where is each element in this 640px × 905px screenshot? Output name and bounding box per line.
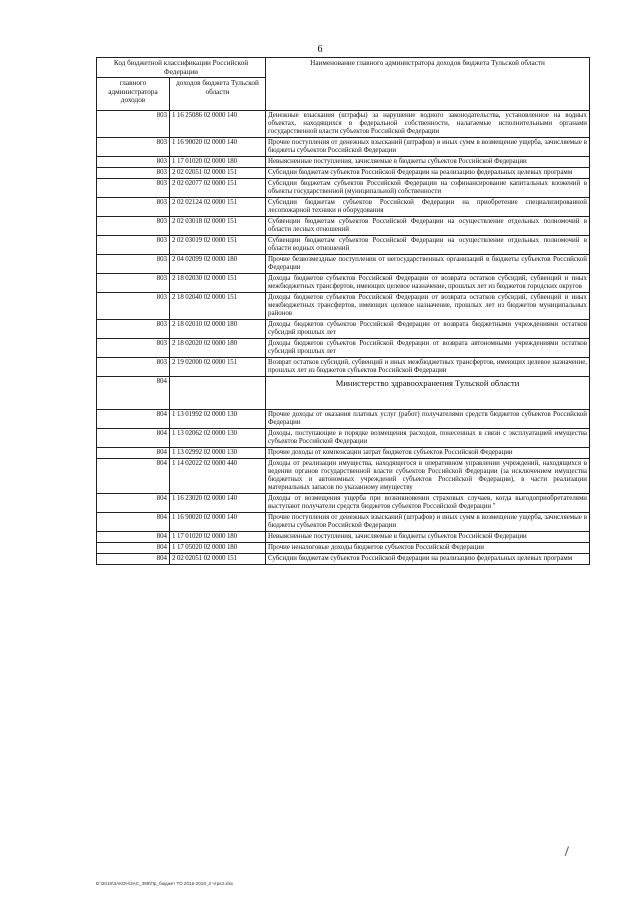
admin-code-cell: 803 bbox=[97, 339, 170, 358]
table-row bbox=[97, 198, 590, 217]
table-row bbox=[97, 494, 590, 513]
table-row bbox=[97, 532, 590, 543]
table-row bbox=[97, 255, 590, 274]
table-row bbox=[97, 168, 590, 179]
admin-code-cell: 803 bbox=[97, 138, 170, 157]
income-name-cell: Возврат остатков субсидий, субвенций и иных межбюджетных трансфертов, имеющих целевое назначение, прошлых лет из бюджетов субъектов Российской Федерации bbox=[266, 358, 590, 377]
section-admin-cell: 804 bbox=[97, 377, 170, 410]
table-row bbox=[97, 274, 590, 293]
budget-code-cell: 2 02 02124 02 0000 151 bbox=[170, 198, 266, 217]
revenue-admin-table bbox=[96, 57, 590, 565]
table-row bbox=[97, 217, 590, 236]
section-title: Министерство здравоохранения Тульской области bbox=[266, 377, 590, 410]
budget-code-cell: 1 16 90020 02 0000 140 bbox=[170, 513, 266, 532]
table-row bbox=[97, 138, 590, 157]
table-row bbox=[97, 429, 590, 448]
income-name-cell: Доходы бюджетов субъектов Российской Федерации от возврата автономными учреждениями остатков субсидий прошлых лет bbox=[266, 339, 590, 358]
admin-code-cell: 803 bbox=[97, 217, 170, 236]
income-name-cell: Доходы от реализации имущества, находящегося в оперативном управлении учреждений, находящихся в ведении органов государственной власти субъектов Российской Федерации (за исключением имущества бюджетных и автономных учреждений субъектов Российской Федерации), в части реализации материальных запасов по указанному имуществу bbox=[266, 459, 590, 494]
admin-code-cell: 803 bbox=[97, 293, 170, 320]
admin-code-cell: 803 bbox=[97, 358, 170, 377]
table-row bbox=[97, 339, 590, 358]
budget-code-cell: 2 02 02051 02 0000 151 bbox=[170, 554, 266, 565]
admin-code-cell: 803 bbox=[97, 198, 170, 217]
table-header-row-1 bbox=[97, 58, 590, 78]
income-name-cell: Прочие поступления от денежных взысканий (штрафов) и иных сумм в возмещение ущерба, зачисляемые в бюджеты субъектов Российской Федерации bbox=[266, 138, 590, 157]
admin-code-cell: 804 bbox=[97, 448, 170, 459]
income-name-cell: Прочие доходы от компенсации затрат бюджетов субъектов Российской Федерации bbox=[266, 448, 590, 459]
admin-code-cell: 804 bbox=[97, 513, 170, 532]
table-row bbox=[97, 358, 590, 377]
budget-code-cell: 2 18 02030 02 0000 151 bbox=[170, 274, 266, 293]
header-income: доходов бюджета Тульской области bbox=[170, 78, 266, 111]
table-row bbox=[97, 543, 590, 554]
admin-code-cell: 803 bbox=[97, 255, 170, 274]
admin-code-cell: 803 bbox=[97, 236, 170, 255]
table-row bbox=[97, 513, 590, 532]
budget-code-cell: 1 16 25086 02 0000 140 bbox=[170, 111, 266, 138]
handwritten-mark bbox=[565, 846, 579, 859]
income-name-cell: Субсидии бюджетам субъектов Российской Федерации на приобретение специализированной лесопожарной техники и оборудования bbox=[266, 198, 590, 217]
admin-code-cell: 804 bbox=[97, 543, 170, 554]
admin-code-cell: 803 bbox=[97, 168, 170, 179]
budget-code-cell: 2 02 03018 02 0000 151 bbox=[170, 217, 266, 236]
table-row bbox=[97, 157, 590, 168]
budget-code-cell: 1 17 01020 02 0000 180 bbox=[170, 532, 266, 543]
section-empty-cell bbox=[170, 377, 266, 410]
budget-code-cell: 2 04 02099 02 0000 180 bbox=[170, 255, 266, 274]
income-name-cell: Прочие неналоговые доходы бюджетов субъектов Российской Федерации bbox=[266, 543, 590, 554]
footer-file-path: D:\2016\ЗАКОН\ЗАС_399\Пр_бюджет ТО 2016-2018_2 чтрк3.xlsx bbox=[96, 881, 234, 886]
income-name-cell: Прочие поступления от денежных взысканий (штрафов) и иных сумм в возмещение ущерба, зачисляемые в бюджеты субъектов Российской Федерации bbox=[266, 513, 590, 532]
admin-code-cell: 804 bbox=[97, 410, 170, 429]
admin-code-cell: 803 bbox=[97, 274, 170, 293]
budget-code-cell: 1 17 05020 02 0000 180 bbox=[170, 543, 266, 554]
section-row bbox=[97, 377, 590, 410]
income-name-cell: Субсидии бюджетам субъектов Российской Федерации на реализацию федеральных целевых программ bbox=[266, 168, 590, 179]
income-name-cell: Субсидии бюджетам субъектов Российской Федерации на реализацию федеральных целевых программ bbox=[266, 554, 590, 565]
budget-code-cell: 1 14 02022 02 0000 440 bbox=[170, 459, 266, 494]
income-name-cell: Прочие безвозмездные поступления от негосударственных организаций в бюджеты субъектов Российской Федерации bbox=[266, 255, 590, 274]
admin-code-cell: 804 bbox=[97, 494, 170, 513]
budget-code-cell: 2 18 02020 02 0000 180 bbox=[170, 339, 266, 358]
budget-code-cell: 1 13 01992 02 0000 130 bbox=[170, 410, 266, 429]
income-name-cell: Субвенции бюджетам субъектов Российской Федерации на осуществление отдельных полномочий в области водных отношений bbox=[266, 236, 590, 255]
income-name-cell: Прочие доходы от оказания платных услуг (работ) получателями средств бюджетов субъектов Российской Федерации bbox=[266, 410, 590, 429]
admin-code-cell: 803 bbox=[97, 179, 170, 198]
income-name-cell: Доходы бюджетов субъектов Российской Федерации от возврата остатков субсидий, субвенций и иных межбюджетных трансфертов, имеющих целевое назначение, прошлых лет из бюджетов муниципальных районов bbox=[266, 293, 590, 320]
admin-code-cell: 804 bbox=[97, 429, 170, 448]
income-name-cell: Невыясненные поступления, зачисляемые в бюджеты субъектов Российской Федерации bbox=[266, 532, 590, 543]
header-code-group: Код бюджетной классификации Российской Федерации bbox=[97, 58, 266, 78]
admin-code-cell: 803 bbox=[97, 111, 170, 138]
admin-code-cell: 804 bbox=[97, 532, 170, 543]
budget-code-cell: 2 18 02010 02 0000 180 bbox=[170, 320, 266, 339]
admin-code-cell: 803 bbox=[97, 157, 170, 168]
budget-code-cell: 1 16 90020 02 0000 140 bbox=[170, 138, 266, 157]
table-row bbox=[97, 459, 590, 494]
budget-code-cell: 2 19 02000 02 0000 151 bbox=[170, 358, 266, 377]
header-name: Наименование главного администратора доходов бюджета Тульской области bbox=[266, 58, 590, 111]
budget-code-cell: 2 18 02040 02 0000 151 bbox=[170, 293, 266, 320]
table-row bbox=[97, 448, 590, 459]
admin-code-cell: 804 bbox=[97, 554, 170, 565]
table-row bbox=[97, 293, 590, 320]
income-name-cell: Доходы, поступающие в порядке возмещения расходов, понесенных в связи с эксплуатацией имущества субъектов Российской Федерации bbox=[266, 429, 590, 448]
table-row bbox=[97, 111, 590, 138]
table-row bbox=[97, 236, 590, 255]
table-row bbox=[97, 179, 590, 198]
table-row bbox=[97, 320, 590, 339]
income-name-cell: Доходы бюджетов субъектов Российской Федерации от возврата бюджетными учреждениями остатков субсидий прошлых лет bbox=[266, 320, 590, 339]
income-name-cell: Доходы от возмещения ущерба при возникновении страховых случаев, когда выгодоприобретателями выступают получатели средств бюджетов субъектов Российской Федерации " bbox=[266, 494, 590, 513]
admin-code-cell: 804 bbox=[97, 459, 170, 494]
budget-code-cell: 2 02 02077 02 0000 151 bbox=[170, 179, 266, 198]
budget-code-cell: 1 13 02062 02 0000 130 bbox=[170, 429, 266, 448]
income-name-cell: Субсидии бюджетам субъектов Российской Федерации на софинансирование капитальных вложений в объекты государственной (муниципальной) собственности bbox=[266, 179, 590, 198]
budget-code-cell: 1 13 02992 02 0000 130 bbox=[170, 448, 266, 459]
income-name-cell: Невыясненные поступления, зачисляемые в бюджеты субъектов Российской Федерации bbox=[266, 157, 590, 168]
income-name-cell: Денежные взыскания (штрафы) за нарушение водного законодательства, установленное на водных объектах, находящихся в федеральной собственности, налагаемые исполнительными органами государственной власти субъектов Российской Федерации bbox=[266, 111, 590, 138]
admin-code-cell: 803 bbox=[97, 320, 170, 339]
page-number: 6 bbox=[317, 44, 323, 55]
budget-code-cell: 2 02 02051 02 0000 151 bbox=[170, 168, 266, 179]
budget-code-cell: 1 17 01020 02 0000 180 bbox=[170, 157, 266, 168]
budget-code-cell: 2 02 03019 02 0000 151 bbox=[170, 236, 266, 255]
income-name-cell: Субвенции бюджетам субъектов Российской Федерации на осуществление отдельных полномочий в области лесных отношений bbox=[266, 217, 590, 236]
budget-code-cell: 1 16 23020 02 0000 140 bbox=[170, 494, 266, 513]
header-admin: главного администратора доходов bbox=[97, 78, 170, 111]
table-row bbox=[97, 410, 590, 429]
income-name-cell: Доходы бюджетов субъектов Российской Федерации от возврата остатков субсидий, субвенций и иных межбюджетных трансфертов, имеющих целевое назначение, прошлых лет из бюджетов городских округов bbox=[266, 274, 590, 293]
table-row bbox=[97, 554, 590, 565]
